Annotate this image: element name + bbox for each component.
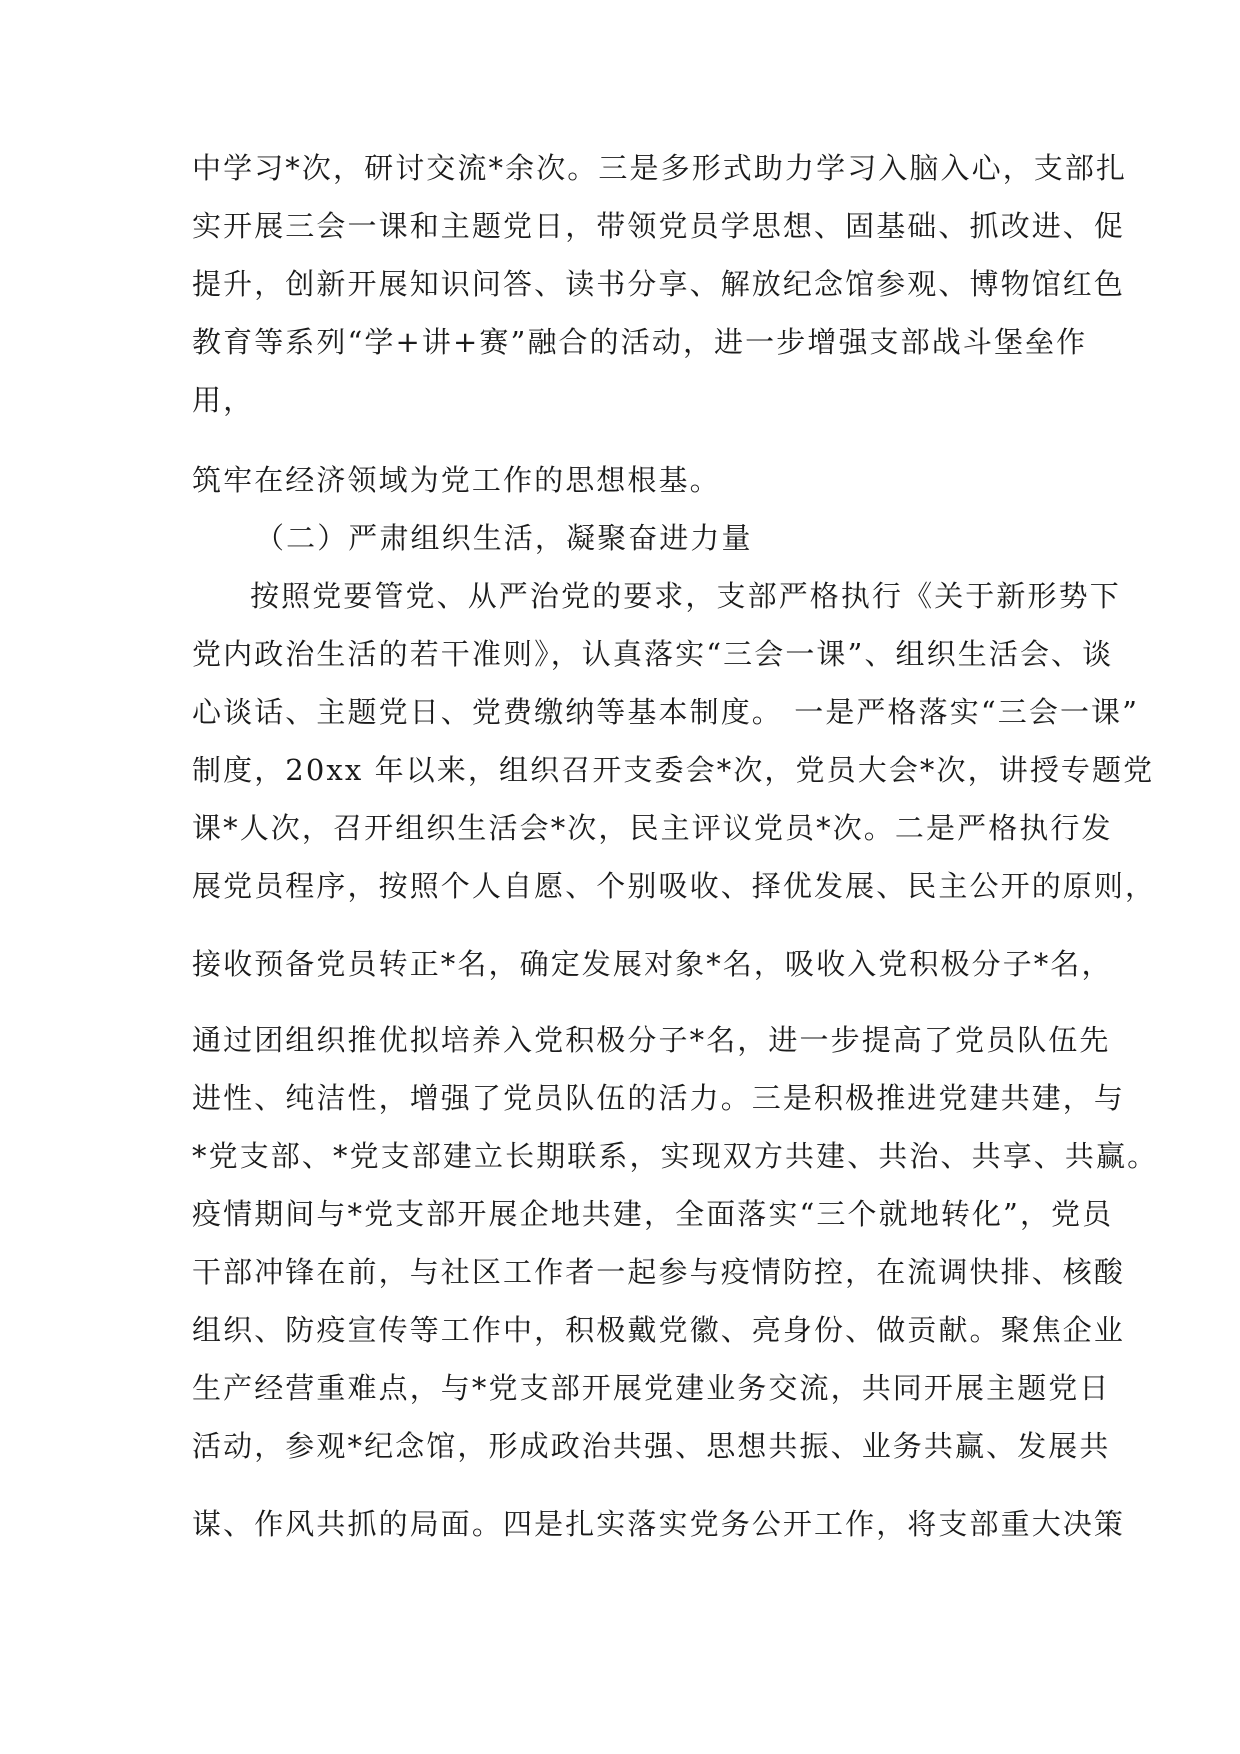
paragraph-line: 按照党要管党、从严治党的要求，支部严格执行《关于新形势下	[250, 579, 1121, 613]
paragraph-line: *党支部、*党支部建立长期联系，实现双方共建、共治、共享、共赢。	[192, 1139, 1159, 1173]
paragraph-line: 干部冲锋在前，与社区工作者一起参与疫情防控，在流调快排、核酸	[192, 1255, 1126, 1289]
paragraph-line: 提升，创新开展知识问答、读书分享、解放纪念馆参观、博物馆红色	[192, 267, 1126, 301]
paragraph-line: 接收预备党员转正*名，确定发展对象*名，吸收入党积极分子*名，	[192, 947, 1113, 981]
paragraph-line: 心谈话、主题党日、党费缴纳等基本制度。 一是严格落实“三会一课”	[192, 695, 1140, 729]
paragraph-line: 活动，参观*纪念馆，形成政治共强、思想共振、业务共赢、发展共	[192, 1429, 1111, 1463]
paragraph-line: 展党员程序，按照个人自愿、个别吸收、择优发展、民主公开的原则，	[192, 869, 1157, 903]
paragraph-line: 中学习*次，研讨交流*余次。三是多形式助力学习入脑入心，支部扎	[192, 151, 1128, 185]
paragraph-line: 党内政治生活的若干准则》，认真落实“三会一课”、组织生活会、谈	[192, 637, 1114, 671]
paragraph-line: 课*人次，召开组织生活会*次，民主评议党员*次。二是严格执行发	[192, 811, 1113, 845]
paragraph-line: 谋、作风共抓的局面。四是扎实落实党务公开工作，将支部重大决策	[192, 1507, 1126, 1541]
paragraph-line: 疫情期间与*党支部开展企地共建，全面落实“三个就地转化”，党员	[192, 1197, 1114, 1231]
paragraph-line: 生产经营重难点，与*党支部开展党建业务交流，共同开展主题党日	[192, 1371, 1111, 1405]
paragraph-line: 组织、防疫宣传等工作中，积极戴党徽、亮身份、做贡献。聚焦企业	[192, 1313, 1126, 1347]
paragraph-line: 用，	[192, 383, 255, 417]
paragraph-line: 实开展三会一课和主题党日，带领党员学思想、固基础、抓改进、促	[192, 209, 1126, 243]
paragraph-line: 教育等系列“学+讲+赛”融合的活动，进一步增强支部战斗堡垒作	[192, 325, 1088, 359]
paragraph-line: 制度，20xx 年以来，组织召开支委会*次，党员大会*次，讲授专题党	[192, 753, 1155, 787]
section-heading: （二）严肃组织生活，凝聚奋进力量	[255, 521, 753, 555]
paragraph-line: 通过团组织推优拟培养入党积极分子*名，进一步提高了党员队伍先	[192, 1023, 1111, 1057]
paragraph-line: 进性、纯洁性，增强了党员队伍的活力。三是积极推进党建共建，与	[192, 1081, 1126, 1115]
paragraph-line: 筑牢在经济领域为党工作的思想根基。	[192, 463, 721, 497]
